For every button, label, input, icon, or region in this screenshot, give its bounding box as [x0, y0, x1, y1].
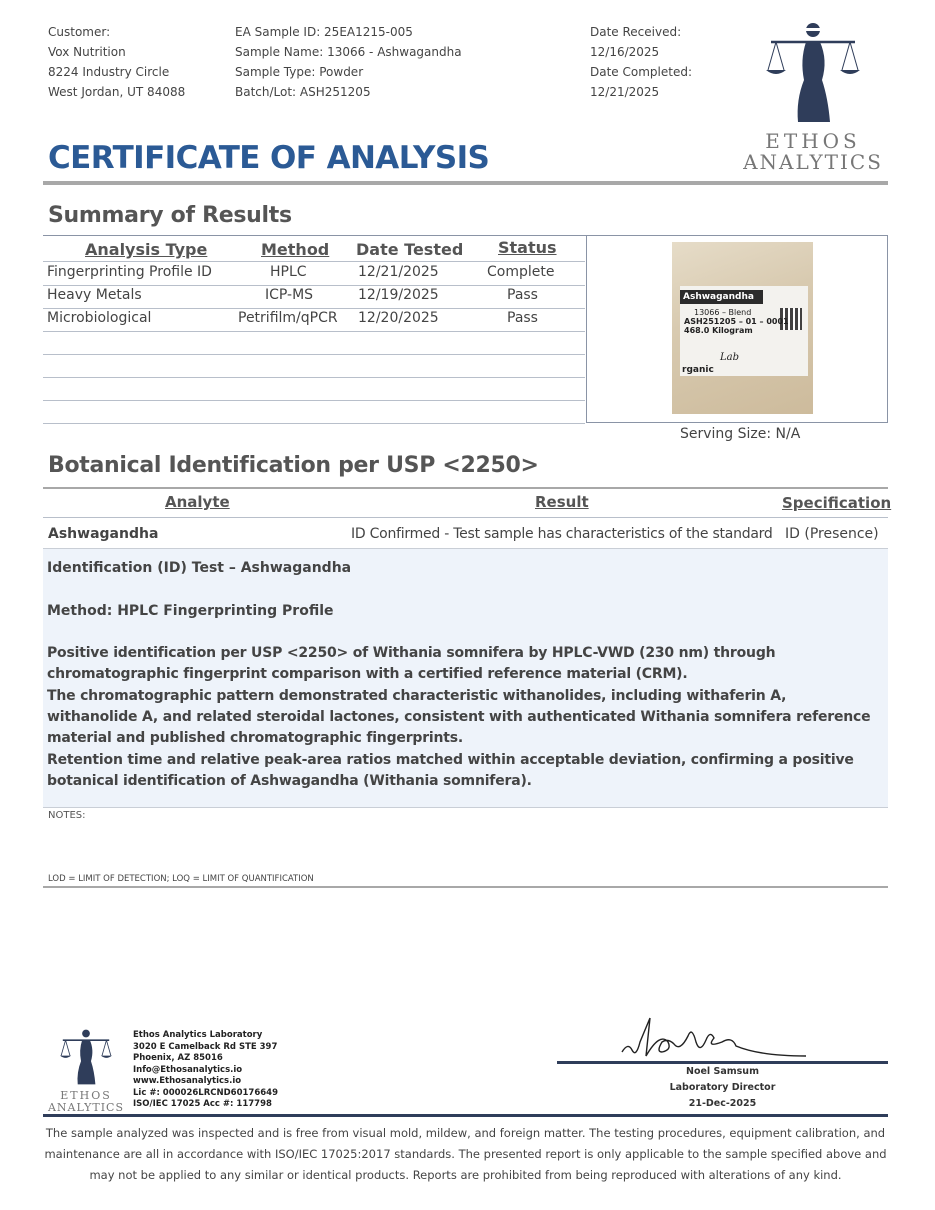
footer-logo-analytics: ANALYTICS	[47, 1101, 124, 1114]
sample-photo-frame	[586, 235, 888, 423]
product-label-line2: ASH251205 – 01 – 0001	[684, 317, 789, 326]
justice-figure-icon	[44, 1028, 128, 1086]
sample-photo	[672, 242, 813, 414]
botanical-title: Botanical Identification per USP <2250>	[48, 453, 539, 478]
id-test-para2: The chromatographic pattern demonstrated characteristic withanolides, including withaferin A, withanolide A, and related steroidal lactones, consistent with authenticated Withania somnifera reference material and published chromatographic fingerprints.	[47, 687, 871, 747]
product-label	[680, 286, 808, 376]
analyte-result: ID Confirmed - Test sample has characteristics of the standard	[351, 526, 773, 542]
lod-note: LOD = LIMIT OF DETECTION; LOQ = LIMIT OF QUANTIFICATION	[48, 874, 314, 884]
signature-icon	[610, 1012, 810, 1064]
lab-website: www.Ethosanalytics.io	[133, 1076, 242, 1086]
customer-block	[48, 22, 185, 102]
lab-street: 3020 E Camelback Rd STE 397	[133, 1041, 278, 1052]
date-completed: 12/21/2025	[590, 85, 660, 99]
product-label-line1: 13066 – Blend	[694, 308, 752, 317]
title-divider	[43, 181, 888, 185]
id-test-para1: Positive identification per USP <2250> of Withania somnifera by HPLC-VWD (230 nm) through chromatographic fingerprint comparison with a certified reference material (CRM).	[47, 645, 776, 683]
col-date-tested: Date Tested	[356, 240, 464, 259]
serving-size: Serving Size: N/A	[680, 426, 801, 442]
product-label-name: Ashwagandha	[680, 290, 763, 304]
lab-address-block	[133, 1030, 278, 1111]
col-method: Method	[261, 240, 330, 259]
table-row	[43, 285, 585, 309]
analyte-spec: ID (Presence)	[785, 526, 879, 542]
notes-divider	[43, 886, 888, 888]
footer-divider	[43, 1114, 888, 1117]
customer-label: Customer:	[48, 25, 111, 39]
customer-name: Vox Nutrition	[48, 45, 126, 59]
table-row-empty	[43, 377, 585, 401]
disclaimer: The sample analyzed was inspected and is free from visual mold, mildew, and foreign matter. The testing procedures, equipment calibration, and maintenance are all in accordance with ISO/IEC 17025:2017 standards. The presented report is only applicable to the sample specified above and may not be applied to any similar or identical products. Reports are prohibited from being reproduced with alterations of any kind.	[44, 1126, 887, 1182]
id-test-panel	[43, 549, 888, 808]
col-status: Status	[498, 238, 557, 257]
table-row-empty	[43, 400, 585, 424]
sample-name: Sample Name: 13066 - Ashwagandha	[235, 45, 462, 59]
cell-date: 12/19/2025	[358, 287, 439, 303]
product-label-handwriting: Lab	[720, 352, 740, 363]
cell-status: Pass	[507, 287, 538, 303]
justice-figure-icon	[738, 20, 888, 125]
cell-analysis-type: Microbiological	[47, 310, 152, 326]
signature-line	[557, 1061, 888, 1064]
table-row	[43, 262, 585, 286]
botanical-top-rule	[43, 487, 888, 489]
page-title: CERTIFICATE OF ANALYSIS	[48, 140, 490, 176]
table-row	[43, 308, 585, 332]
summary-section	[43, 235, 888, 423]
cell-analysis-type: Heavy Metals	[47, 287, 142, 303]
col-analysis-type: Analysis Type	[85, 240, 208, 259]
date-completed-label: Date Completed:	[590, 65, 692, 79]
footer-logo-ethos: ETHOS	[60, 1089, 112, 1102]
cell-status: Complete	[487, 264, 555, 280]
table-row-empty	[43, 331, 585, 355]
product-label-line3: 468.0 Kilogram	[684, 326, 753, 335]
id-test-method: Method: HPLC Fingerprinting Profile	[47, 602, 334, 619]
sample-block	[235, 22, 462, 102]
lab-iso: ISO/IEC 17025 Acc #: 117798	[133, 1099, 272, 1109]
ethos-logo	[738, 20, 888, 175]
botanical-row	[43, 518, 888, 548]
customer-address: 8224 Industry Circle	[48, 65, 170, 79]
sample-id: EA Sample ID: 25EA1215-005	[235, 25, 413, 39]
col-specification: Specification	[782, 494, 892, 512]
cell-status: Pass	[507, 310, 538, 326]
signature	[610, 1012, 810, 1064]
notes-label: NOTES:	[48, 810, 86, 821]
logo-ethos-text: ETHOS	[765, 129, 861, 153]
id-test-title: Identification (ID) Test – Ashwagandha	[47, 560, 352, 576]
logo-analytics-text: ANALYTICS	[743, 150, 883, 174]
cell-date: 12/21/2025	[358, 264, 439, 280]
footer-logo	[44, 1028, 128, 1112]
signature-date: 21-Dec-2025	[688, 1098, 757, 1109]
table-row-empty	[43, 354, 585, 378]
analyte-name: Ashwagandha	[48, 526, 159, 542]
col-analyte: Analyte	[165, 493, 230, 511]
signatory-role: Laboratory Director	[669, 1082, 776, 1093]
customer-city: West Jordan, UT 84088	[48, 85, 186, 99]
lab-license: Lic #: 000026LRCND60176649	[133, 1087, 278, 1098]
cell-method: HPLC	[270, 264, 307, 280]
cell-date: 12/20/2025	[358, 310, 439, 326]
col-result: Result	[535, 493, 589, 511]
lab-email: Info@Ethosanalytics.io	[133, 1064, 243, 1075]
id-test-para3: Retention time and relative peak-area ratios matched within acceptable deviation, confirming a positive botanical identification of Ashwagandha (Withania somnifera).	[47, 751, 854, 789]
lab-city: Phoenix, AZ 85016	[133, 1053, 223, 1063]
date-received: 12/16/2025	[590, 45, 660, 59]
sample-type: Sample Type: Powder	[235, 65, 364, 79]
summary-title: Summary of Results	[48, 203, 292, 228]
cell-analysis-type: Fingerprinting Profile ID	[47, 264, 212, 280]
lab-name: Ethos Analytics Laboratory	[133, 1030, 263, 1040]
dates-block	[590, 22, 692, 102]
signatory-name: Noel Samsum	[686, 1066, 759, 1077]
product-label-tag: rganic	[682, 365, 714, 375]
batch-lot: Batch/Lot: ASH251205	[235, 85, 371, 99]
date-received-label: Date Received:	[590, 25, 682, 39]
cell-method: ICP-MS	[265, 287, 314, 303]
cell-method: Petrifilm/qPCR	[238, 310, 338, 326]
